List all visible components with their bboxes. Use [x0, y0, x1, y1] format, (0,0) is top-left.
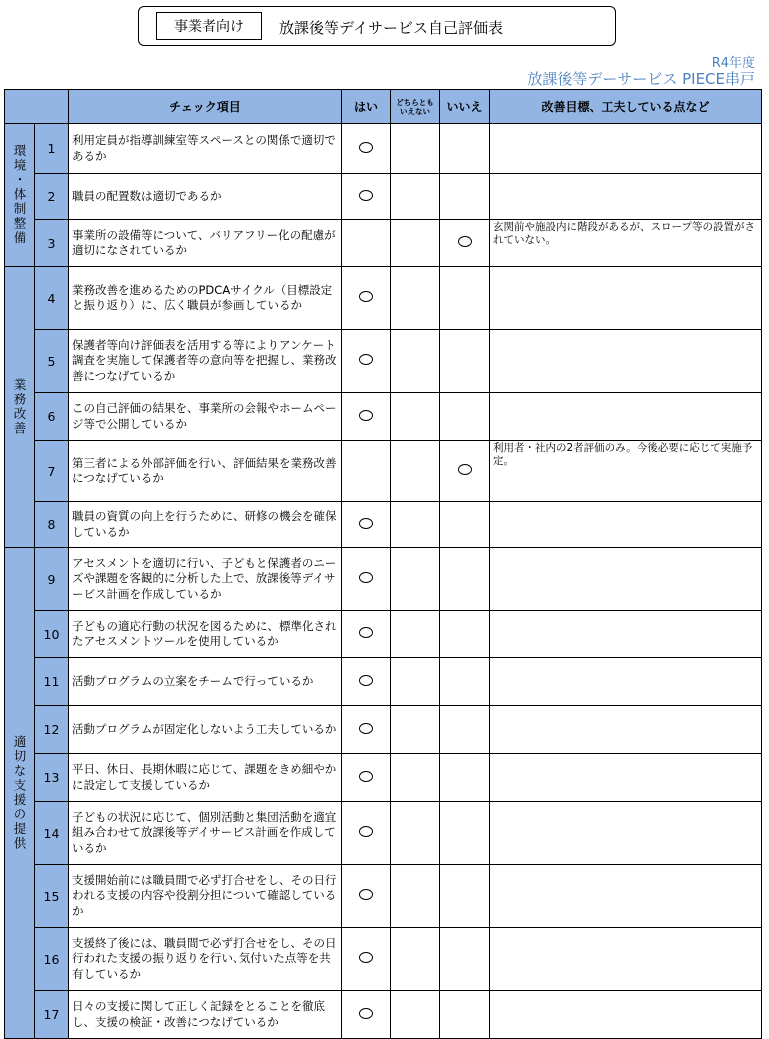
answer-yes-cell[interactable] [342, 802, 391, 865]
header-neither [391, 90, 440, 124]
answer-no-cell[interactable] [440, 548, 490, 611]
document-title: 放課後等デイサービス自己評価表 [279, 19, 503, 37]
circle-mark-icon [458, 464, 472, 475]
answer-neither-cell[interactable] [391, 928, 440, 991]
answer-neither-cell[interactable] [391, 124, 440, 174]
item-number: 15 [35, 865, 69, 928]
improvement-note [490, 658, 762, 706]
improvement-note [490, 124, 762, 174]
section-label: 適切な支援の提供 [5, 548, 35, 1039]
answer-yes-cell[interactable] [342, 393, 391, 441]
answer-neither-cell[interactable] [391, 611, 440, 658]
header-item: チェック項目 [69, 90, 342, 124]
section-label: 環境・体制整備 [5, 124, 35, 267]
header-yes: はい [342, 90, 391, 124]
item-number: 13 [35, 754, 69, 802]
check-item-text: 業務改善を進めるためのPDCAサイクル（目標設定と振り返り）に、広く職員が参画しているか [69, 267, 342, 330]
answer-yes-cell[interactable] [342, 865, 391, 928]
check-item-text: 第三者による外部評価を行い、評価結果を業務改善につなげているか [69, 441, 342, 502]
answer-no-cell[interactable] [440, 330, 490, 393]
improvement-note [490, 928, 762, 991]
header-neither-line1: どちらとも [396, 97, 434, 107]
improvement-note [490, 611, 762, 658]
check-item-text: 職員の資質の向上を行うために、研修の機会を確保しているか [69, 502, 342, 548]
table-row [5, 220, 762, 267]
answer-neither-cell[interactable] [391, 393, 440, 441]
table-row [5, 928, 762, 991]
item-number: 2 [35, 174, 69, 220]
check-item-text: 支援開始前には職員間で必ず打合せをし、その日行われる支援の内容や役割分担について確認しているか [69, 865, 342, 928]
circle-mark-icon [359, 826, 373, 837]
answer-yes-cell[interactable] [342, 502, 391, 548]
answer-yes-cell[interactable] [342, 928, 391, 991]
item-number: 7 [35, 441, 69, 502]
answer-no-cell[interactable] [440, 393, 490, 441]
circle-mark-icon [359, 354, 373, 365]
check-item-text: アセスメントを適切に行い、子どもと保護者のニーズや課題を客観的に分析した上で、放課後等デイサービス計画を作成しているか [69, 548, 342, 611]
answer-yes-cell[interactable] [342, 548, 391, 611]
answer-no-cell[interactable] [440, 220, 490, 267]
table-row [5, 706, 762, 754]
answer-neither-cell[interactable] [391, 706, 440, 754]
header-blank [5, 90, 69, 124]
header-row [5, 90, 762, 124]
circle-mark-icon [359, 771, 373, 782]
improvement-note [490, 330, 762, 393]
circle-mark-icon [359, 190, 373, 201]
circle-mark-icon [359, 952, 373, 963]
check-item-text: 利用定員が指導訓練室等スペースとの関係で適切であるか [69, 124, 342, 174]
improvement-note [490, 865, 762, 928]
fiscal-year: R4年度 [711, 56, 755, 71]
answer-neither-cell[interactable] [391, 220, 440, 267]
table-row [5, 441, 762, 502]
section-label: 業務改善 [5, 267, 35, 548]
answer-neither-cell[interactable] [391, 330, 440, 393]
improvement-note [490, 393, 762, 441]
circle-mark-icon [359, 889, 373, 900]
answer-no-cell[interactable] [440, 658, 490, 706]
improvement-note [490, 267, 762, 330]
answer-no-cell[interactable] [440, 865, 490, 928]
table-row [5, 393, 762, 441]
improvement-note [490, 548, 762, 611]
answer-neither-cell[interactable] [391, 502, 440, 548]
answer-yes-cell[interactable] [342, 706, 391, 754]
answer-neither-cell[interactable] [391, 441, 440, 502]
title-box [138, 6, 616, 46]
table-row [5, 124, 762, 174]
table-row [5, 611, 762, 658]
check-item-text: 日々の支援に関して正しく記録をとることを徹底し、支援の検証・改善につなげているか [69, 991, 342, 1039]
improvement-note [490, 754, 762, 802]
circle-mark-icon [359, 723, 373, 734]
item-number: 12 [35, 706, 69, 754]
answer-yes-cell[interactable] [342, 220, 391, 267]
answer-yes-cell[interactable] [342, 658, 391, 706]
answer-neither-cell[interactable] [391, 991, 440, 1039]
item-number: 11 [35, 658, 69, 706]
check-item-text: 平日、休日、長期休暇に応じて、課題をきめ細やかに設定して支援しているか [69, 754, 342, 802]
improvement-note [490, 706, 762, 754]
item-number: 5 [35, 330, 69, 393]
answer-no-cell[interactable] [440, 174, 490, 220]
answer-neither-cell[interactable] [391, 267, 440, 330]
answer-no-cell[interactable] [440, 802, 490, 865]
item-number: 3 [35, 220, 69, 267]
answer-yes-cell[interactable] [342, 124, 391, 174]
improvement-note: 玄関前や施設内に階段があるが、スロープ等の設置がされていない。 [490, 220, 762, 267]
answer-no-cell[interactable] [440, 267, 490, 330]
answer-neither-cell[interactable] [391, 754, 440, 802]
table-row [5, 267, 762, 330]
answer-neither-cell[interactable] [391, 548, 440, 611]
circle-mark-icon [359, 410, 373, 421]
item-number: 16 [35, 928, 69, 991]
improvement-note [490, 174, 762, 220]
check-item-text: 活動プログラムが固定化しないよう工夫しているか [69, 706, 342, 754]
table-row [5, 991, 762, 1039]
check-item-text: 子どもの適応行動の状況を図るために、標準化されたアセスメントツールを使用しているか [69, 611, 342, 658]
header-no: いいえ [440, 90, 490, 124]
answer-no-cell[interactable] [440, 928, 490, 991]
answer-yes-cell[interactable] [342, 441, 391, 502]
improvement-note [490, 991, 762, 1039]
answer-no-cell[interactable] [440, 754, 490, 802]
answer-yes-cell[interactable] [342, 991, 391, 1039]
answer-yes-cell[interactable] [342, 267, 391, 330]
item-number: 9 [35, 548, 69, 611]
answer-no-cell[interactable] [440, 706, 490, 754]
circle-mark-icon [359, 627, 373, 638]
circle-mark-icon [359, 572, 373, 583]
table-row [5, 658, 762, 706]
audience-tag: 事業者向け [156, 12, 262, 40]
item-number: 8 [35, 502, 69, 548]
item-number: 14 [35, 802, 69, 865]
answer-no-cell[interactable] [440, 611, 490, 658]
answer-neither-cell[interactable] [391, 658, 440, 706]
table-row [5, 802, 762, 865]
check-item-text: 事業所の設備等について、バリアフリー化の配慮が適切になされているか [69, 220, 342, 267]
item-number: 4 [35, 267, 69, 330]
item-number: 6 [35, 393, 69, 441]
circle-mark-icon [359, 1008, 373, 1019]
check-item-text: 職員の配置数は適切であるか [69, 174, 342, 220]
table-row [5, 174, 762, 220]
table-row [5, 548, 762, 611]
item-number: 1 [35, 124, 69, 174]
table-row [5, 502, 762, 548]
check-item-text: 子どもの状況に応じて、個別活動と集団活動を適宜組み合わせて放課後等デイサービス計画を作成しているか [69, 802, 342, 865]
header-notes: 改善目標、工夫している点など [490, 90, 762, 124]
answer-neither-cell[interactable] [391, 174, 440, 220]
answer-neither-cell[interactable] [391, 865, 440, 928]
improvement-note [490, 802, 762, 865]
header-neither-line2: いえない [400, 106, 430, 116]
check-item-text: 活動プログラムの立案をチームで行っているか [69, 658, 342, 706]
check-item-text: 支援終了後には、職員間で必ず打合せをし、その日行われた支援の振り返りを行い､気付いた点等を共有しているか [69, 928, 342, 991]
item-number: 10 [35, 611, 69, 658]
circle-mark-icon [359, 142, 373, 153]
table-row [5, 865, 762, 928]
table-row [5, 330, 762, 393]
check-item-text: この自己評価の結果を、事業所の会報やホームページ等で公開しているか [69, 393, 342, 441]
answer-yes-cell[interactable] [342, 174, 391, 220]
answer-yes-cell[interactable] [342, 330, 391, 393]
answer-no-cell[interactable] [440, 441, 490, 502]
answer-yes-cell[interactable] [342, 611, 391, 658]
improvement-note [490, 502, 762, 548]
organization-name: 放課後等デーサービス PIECE串戸 [527, 70, 755, 88]
item-number: 17 [35, 991, 69, 1039]
answer-no-cell[interactable] [440, 502, 490, 548]
answer-no-cell[interactable] [440, 991, 490, 1039]
improvement-note: 利用者・社内の2者評価のみ。今後必要に応じて実施予定。 [490, 441, 762, 502]
table-row [5, 754, 762, 802]
check-item-text: 保護者等向け評価表を活用する等によりアンケート調査を実施して保護者等の意向等を把握し、業務改善につなげているか [69, 330, 342, 393]
circle-mark-icon [359, 291, 373, 302]
answer-no-cell[interactable] [440, 124, 490, 174]
answer-neither-cell[interactable] [391, 802, 440, 865]
circle-mark-icon [359, 675, 373, 686]
circle-mark-icon [359, 518, 373, 529]
circle-mark-icon [458, 236, 472, 247]
evaluation-table [4, 89, 762, 1039]
answer-yes-cell[interactable] [342, 754, 391, 802]
